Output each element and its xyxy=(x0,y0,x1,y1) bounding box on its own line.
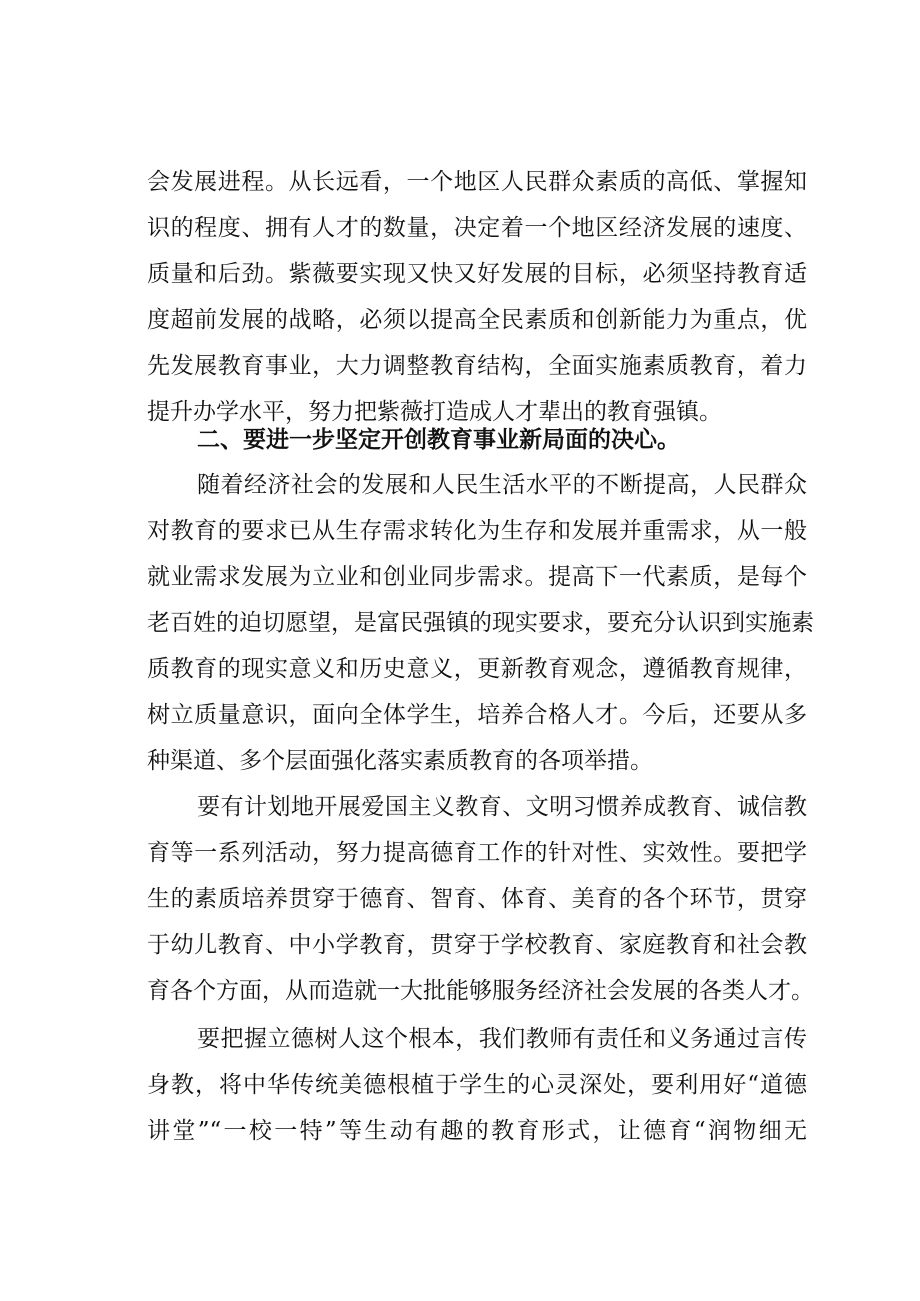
paragraph-1-line-5: 先发展教育事业，大力调整教育结构，全面实施素质教育，着力 xyxy=(147,353,807,379)
paragraph-3-line-4: 于幼儿教育、中小学教育，贯穿于学校教育、家庭教育和社会教 xyxy=(147,932,807,958)
section-heading: 二、要进一步坚定开创教育事业新局面的决心。 xyxy=(197,427,680,453)
paragraph-2-line-2: 对教育的要求已从生存需求转化为生存和发展并重需求，从一般 xyxy=(147,518,807,544)
paragraph-1-line-1: 会发展进程。从长远看，一个地区人民群众素质的高低、掌握知 xyxy=(147,169,807,195)
paragraph-3-line-1: 要有计划地开展爱国主义教育、文明习惯养成教育、诚信教 xyxy=(197,794,807,820)
paragraph-2-line-7: 种渠道、多个层面强化落实素质教育的各项举措。 xyxy=(147,748,653,774)
paragraph-2-line-1: 随着经济社会的发展和人民生活水平的不断提高，人民群众 xyxy=(197,472,807,498)
paragraph-1-line-2: 识的程度、拥有人才的数量，决定着一个地区经济发展的速度、 xyxy=(147,215,807,241)
paragraph-1-line-6: 提升办学水平，努力把紫薇打造成人才辈出的教育强镇。 xyxy=(147,399,722,425)
paragraph-2-line-3: 就业需求发展为立业和创业同步需求。提高下一代素质，是每个 xyxy=(147,564,807,590)
paragraph-3-line-3: 生的素质培养贯穿于德育、智育、体育、美育的各个环节，贯穿 xyxy=(147,886,807,912)
paragraph-4-line-2: 身教，将中华传统美德根植于学生的心灵深处，要利用好“道德 xyxy=(147,1072,807,1098)
paragraph-2-line-4: 老百姓的迫切愿望，是富民强镇的现实要求，要充分认识到实施素 xyxy=(147,610,814,636)
paragraph-1-line-3: 质量和后劲。紫薇要实现又快又好发展的目标，必须坚持教育适 xyxy=(147,261,807,287)
paragraph-2-line-5: 质教育的现实意义和历史意义，更新教育观念，遵循教育规律， xyxy=(147,656,807,682)
paragraph-3-line-5: 育各个方面，从而造就一大批能够服务经济社会发展的各类人才。 xyxy=(147,978,814,1004)
paragraph-4-line-1: 要把握立德树人这个根本，我们教师有责任和义务通过言传 xyxy=(197,1026,807,1052)
paragraph-4-line-3: 讲堂”“一校一特”等生动有趣的教育形式，让德育“润物细无 xyxy=(147,1118,807,1144)
paragraph-2-line-6: 树立质量意识，面向全体学生，培养合格人才。今后，还要从多 xyxy=(147,702,807,728)
paragraph-3-line-2: 育等一系列活动，努力提高德育工作的针对性、实效性。要把学 xyxy=(147,840,807,866)
paragraph-1-line-4: 度超前发展的战略，必须以提高全民素质和创新能力为重点，优 xyxy=(147,307,807,333)
